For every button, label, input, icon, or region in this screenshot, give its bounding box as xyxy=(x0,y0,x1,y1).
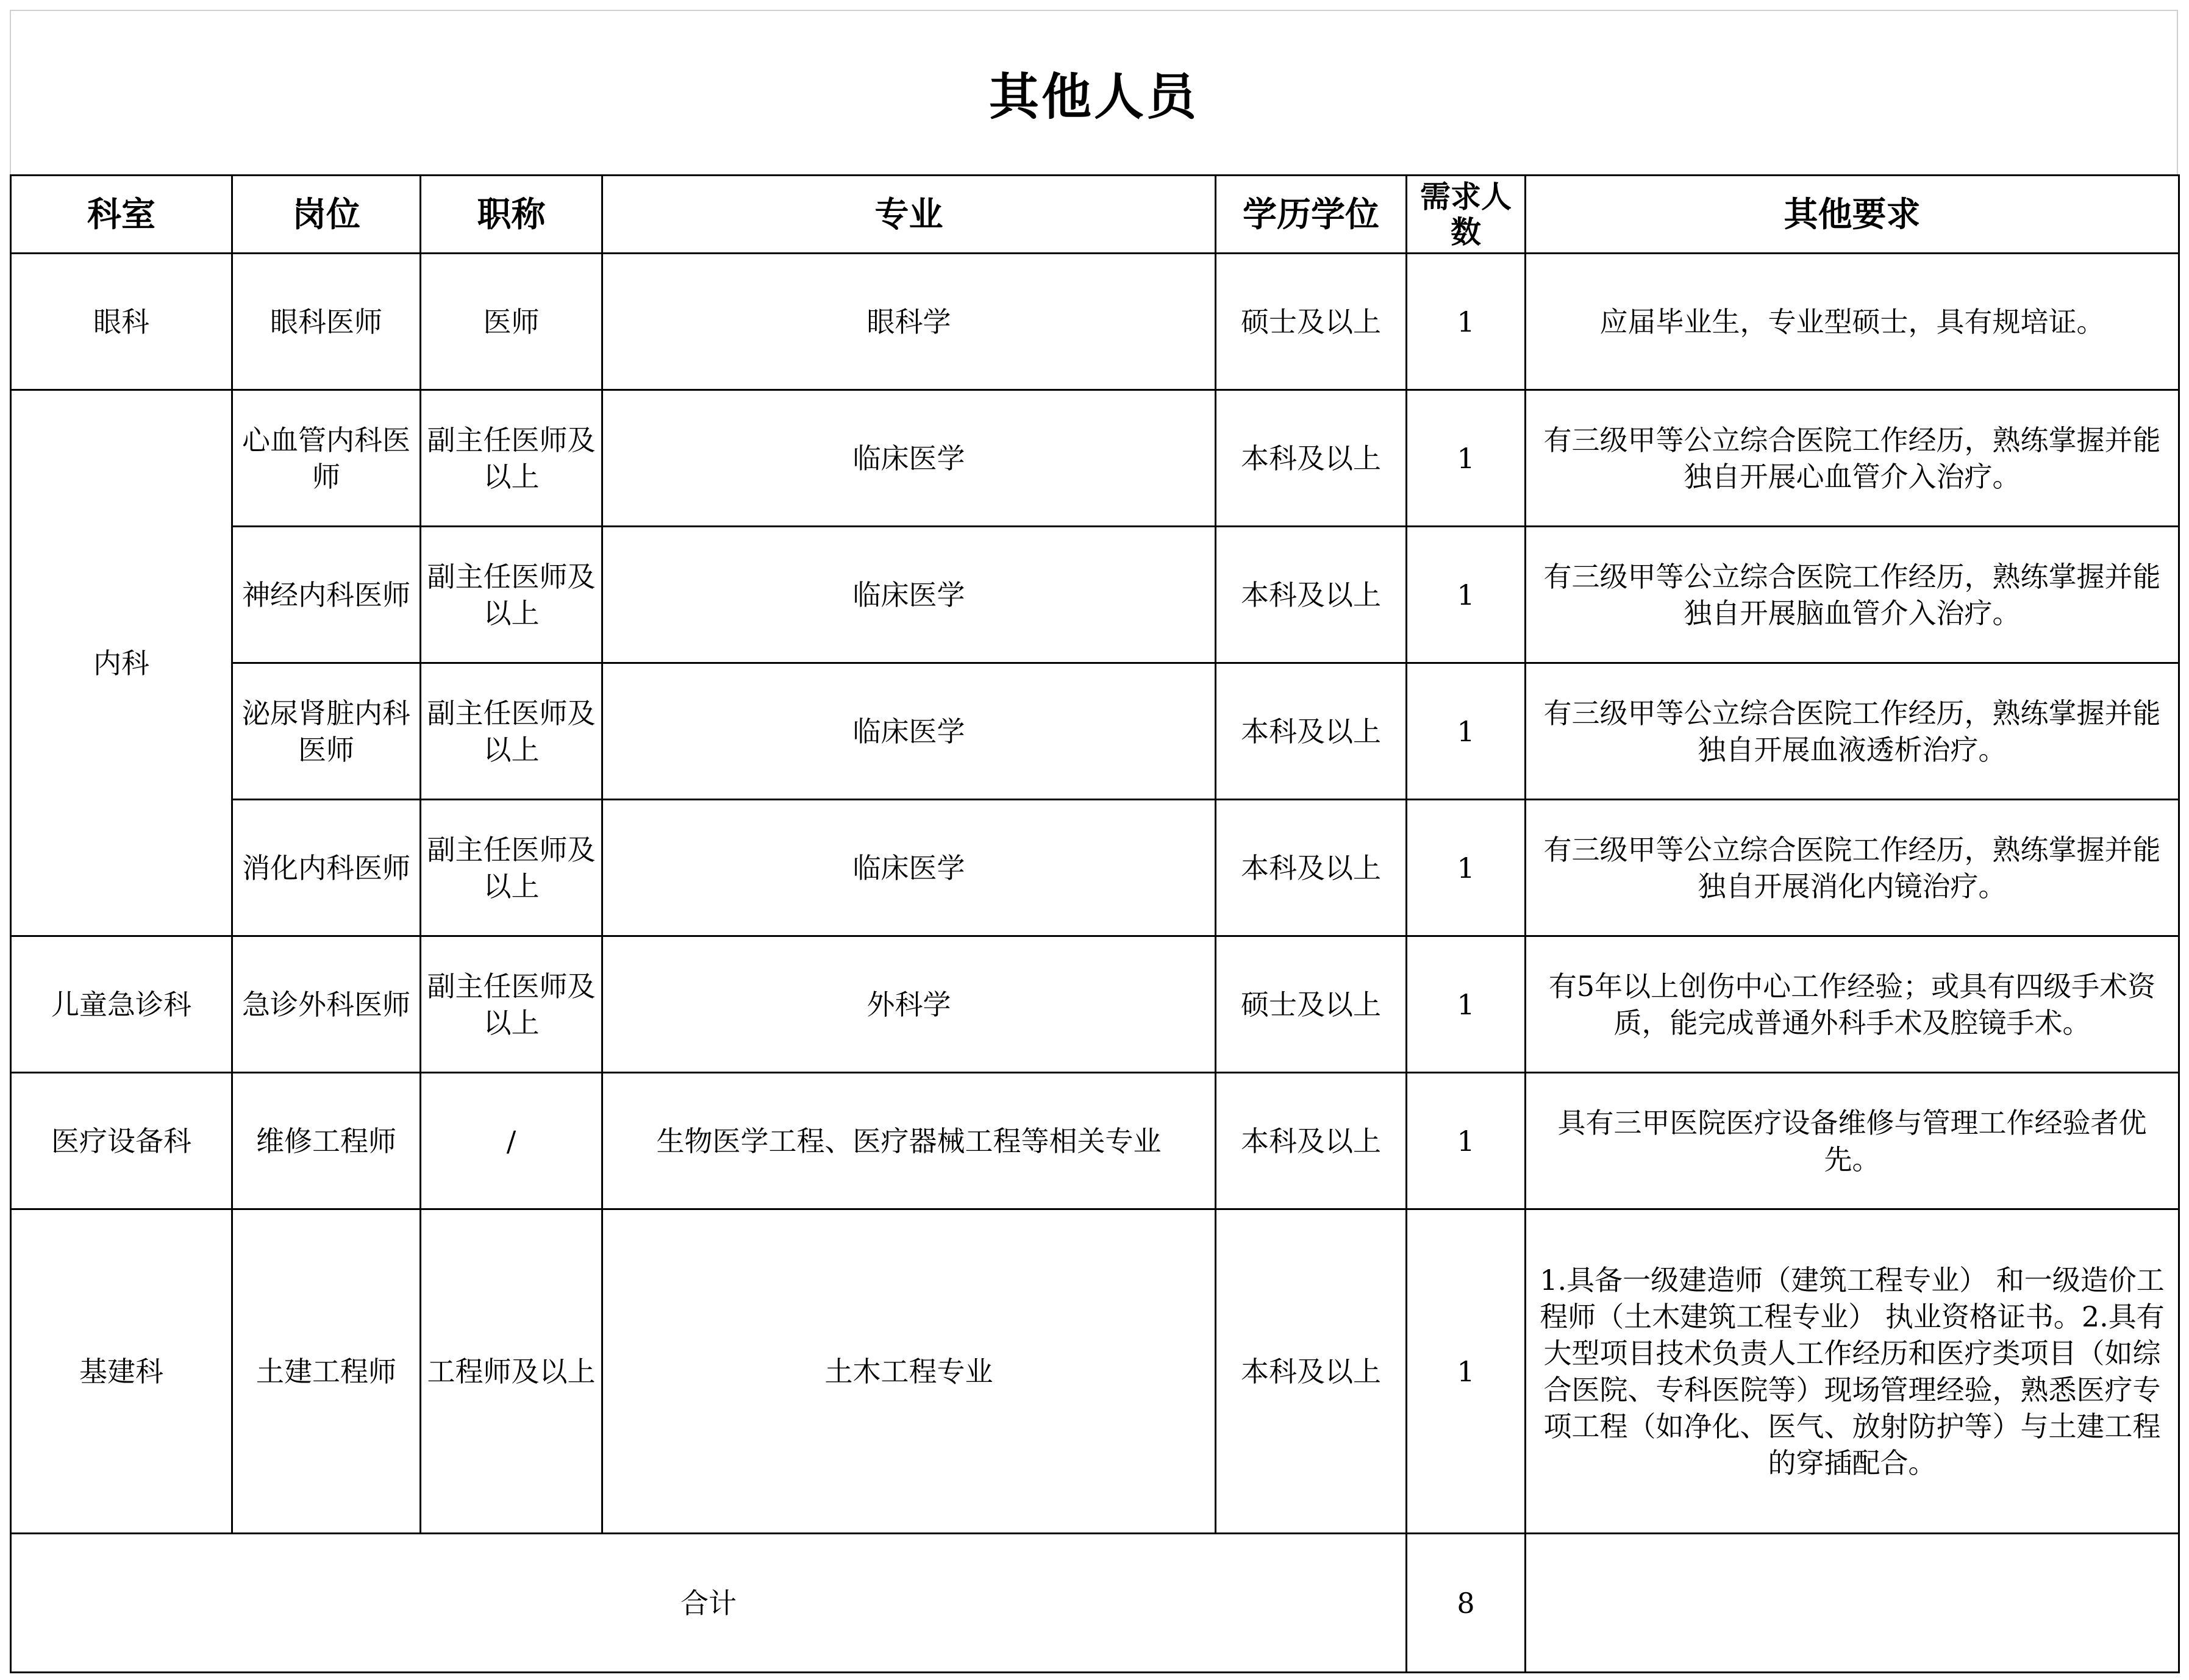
cell-post: 维修工程师 xyxy=(232,1073,421,1209)
header-major: 专业 xyxy=(602,176,1216,254)
cell-other: 有三级甲等公立综合医院工作经历，熟练掌握并能独自开展脑血管介入治疗。 xyxy=(1526,527,2179,663)
cell-rank: 副主任医师及以上 xyxy=(421,936,602,1073)
header-other: 其他要求 xyxy=(1526,176,2179,254)
cell-post: 神经内科医师 xyxy=(232,527,421,663)
cell-degree: 本科及以上 xyxy=(1216,527,1407,663)
recruitment-table xyxy=(10,174,2180,1673)
header-post: 岗位 xyxy=(232,176,421,254)
cell-count: 1 xyxy=(1407,936,1526,1073)
cell-rank: 副主任医师及以上 xyxy=(421,663,602,800)
cell-degree: 本科及以上 xyxy=(1216,800,1407,936)
cell-other: 1.具备一级建造师（建筑工程专业） 和一级造价工程师（土木建筑工程专业） 执业资格证书。2.具有大型项目技术负责人工作经历和医疗类项目（如综合医院、专科医院等）现场管理经验，熟悉医疗专项工程（如净化、医气、放射防护等）与土建工程的穿插配合。 xyxy=(1526,1209,2179,1534)
cell-rank: 副主任医师及以上 xyxy=(421,800,602,936)
cell-degree: 本科及以上 xyxy=(1216,663,1407,800)
total-label: 合计 xyxy=(11,1534,1407,1673)
cell-dept: 基建科 xyxy=(11,1209,232,1534)
table-row xyxy=(11,800,2179,936)
total-other-empty xyxy=(1526,1534,2179,1673)
page-title: 其他人员 xyxy=(988,67,1199,126)
header-rank: 职称 xyxy=(421,176,602,254)
cell-dept: 眼科 xyxy=(11,254,232,390)
cell-count: 1 xyxy=(1407,1209,1526,1534)
cell-count: 1 xyxy=(1407,800,1526,936)
cell-other: 有三级甲等公立综合医院工作经历，熟练掌握并能独自开展血液透析治疗。 xyxy=(1526,663,2179,800)
table-row xyxy=(11,254,2179,390)
cell-post: 消化内科医师 xyxy=(232,800,421,936)
cell-major: 土木工程专业 xyxy=(602,1209,1216,1534)
table-row xyxy=(11,663,2179,800)
cell-count: 1 xyxy=(1407,254,1526,390)
cell-major: 眼科学 xyxy=(602,254,1216,390)
title-row xyxy=(10,10,2178,174)
cell-other: 有三级甲等公立综合医院工作经历，熟练掌握并能独自开展心血管介入治疗。 xyxy=(1526,390,2179,527)
cell-post: 土建工程师 xyxy=(232,1209,421,1534)
cell-post: 眼科医师 xyxy=(232,254,421,390)
cell-post: 急诊外科医师 xyxy=(232,936,421,1073)
cell-degree: 硕士及以上 xyxy=(1216,936,1407,1073)
cell-rank: 医师 xyxy=(421,254,602,390)
cell-major: 临床医学 xyxy=(602,663,1216,800)
cell-dept: 内科 xyxy=(11,390,232,936)
cell-count: 1 xyxy=(1407,527,1526,663)
cell-post: 泌尿肾脏内科医师 xyxy=(232,663,421,800)
cell-major: 生物医学工程、医疗器械工程等相关专业 xyxy=(602,1073,1216,1209)
cell-major: 外科学 xyxy=(602,936,1216,1073)
total-row xyxy=(11,1534,2179,1673)
table-row xyxy=(11,936,2179,1073)
header-count: 需求人数 xyxy=(1407,176,1526,254)
cell-rank: 工程师及以上 xyxy=(421,1209,602,1534)
table-row xyxy=(11,390,2179,527)
cell-other: 有5年以上创伤中心工作经验；或具有四级手术资质，能完成普通外科手术及腔镜手术。 xyxy=(1526,936,2179,1073)
cell-rank: 副主任医师及以上 xyxy=(421,390,602,527)
cell-dept: 医疗设备科 xyxy=(11,1073,232,1209)
table-row xyxy=(11,1209,2179,1534)
spreadsheet xyxy=(10,10,2179,1673)
cell-dept: 儿童急诊科 xyxy=(11,936,232,1073)
cell-degree: 本科及以上 xyxy=(1216,1209,1407,1534)
cell-other: 应届毕业生，专业型硕士，具有规培证。 xyxy=(1526,254,2179,390)
cell-degree: 本科及以上 xyxy=(1216,1073,1407,1209)
cell-rank: / xyxy=(421,1073,602,1209)
header-degree: 学历学位 xyxy=(1216,176,1407,254)
cell-count: 1 xyxy=(1407,1073,1526,1209)
cell-major: 临床医学 xyxy=(602,800,1216,936)
header-row xyxy=(11,176,2179,254)
total-count: 8 xyxy=(1407,1534,1526,1673)
cell-count: 1 xyxy=(1407,663,1526,800)
cell-rank: 副主任医师及以上 xyxy=(421,527,602,663)
cell-other: 具有三甲医院医疗设备维修与管理工作经验者优先。 xyxy=(1526,1073,2179,1209)
cell-major: 临床医学 xyxy=(602,527,1216,663)
table-row xyxy=(11,527,2179,663)
table-row xyxy=(11,1073,2179,1209)
cell-degree: 本科及以上 xyxy=(1216,390,1407,527)
cell-count: 1 xyxy=(1407,390,1526,527)
header-dept: 科室 xyxy=(11,176,232,254)
cell-degree: 硕士及以上 xyxy=(1216,254,1407,390)
cell-post: 心血管内科医师 xyxy=(232,390,421,527)
cell-other: 有三级甲等公立综合医院工作经历，熟练掌握并能独自开展消化内镜治疗。 xyxy=(1526,800,2179,936)
cell-major: 临床医学 xyxy=(602,390,1216,527)
